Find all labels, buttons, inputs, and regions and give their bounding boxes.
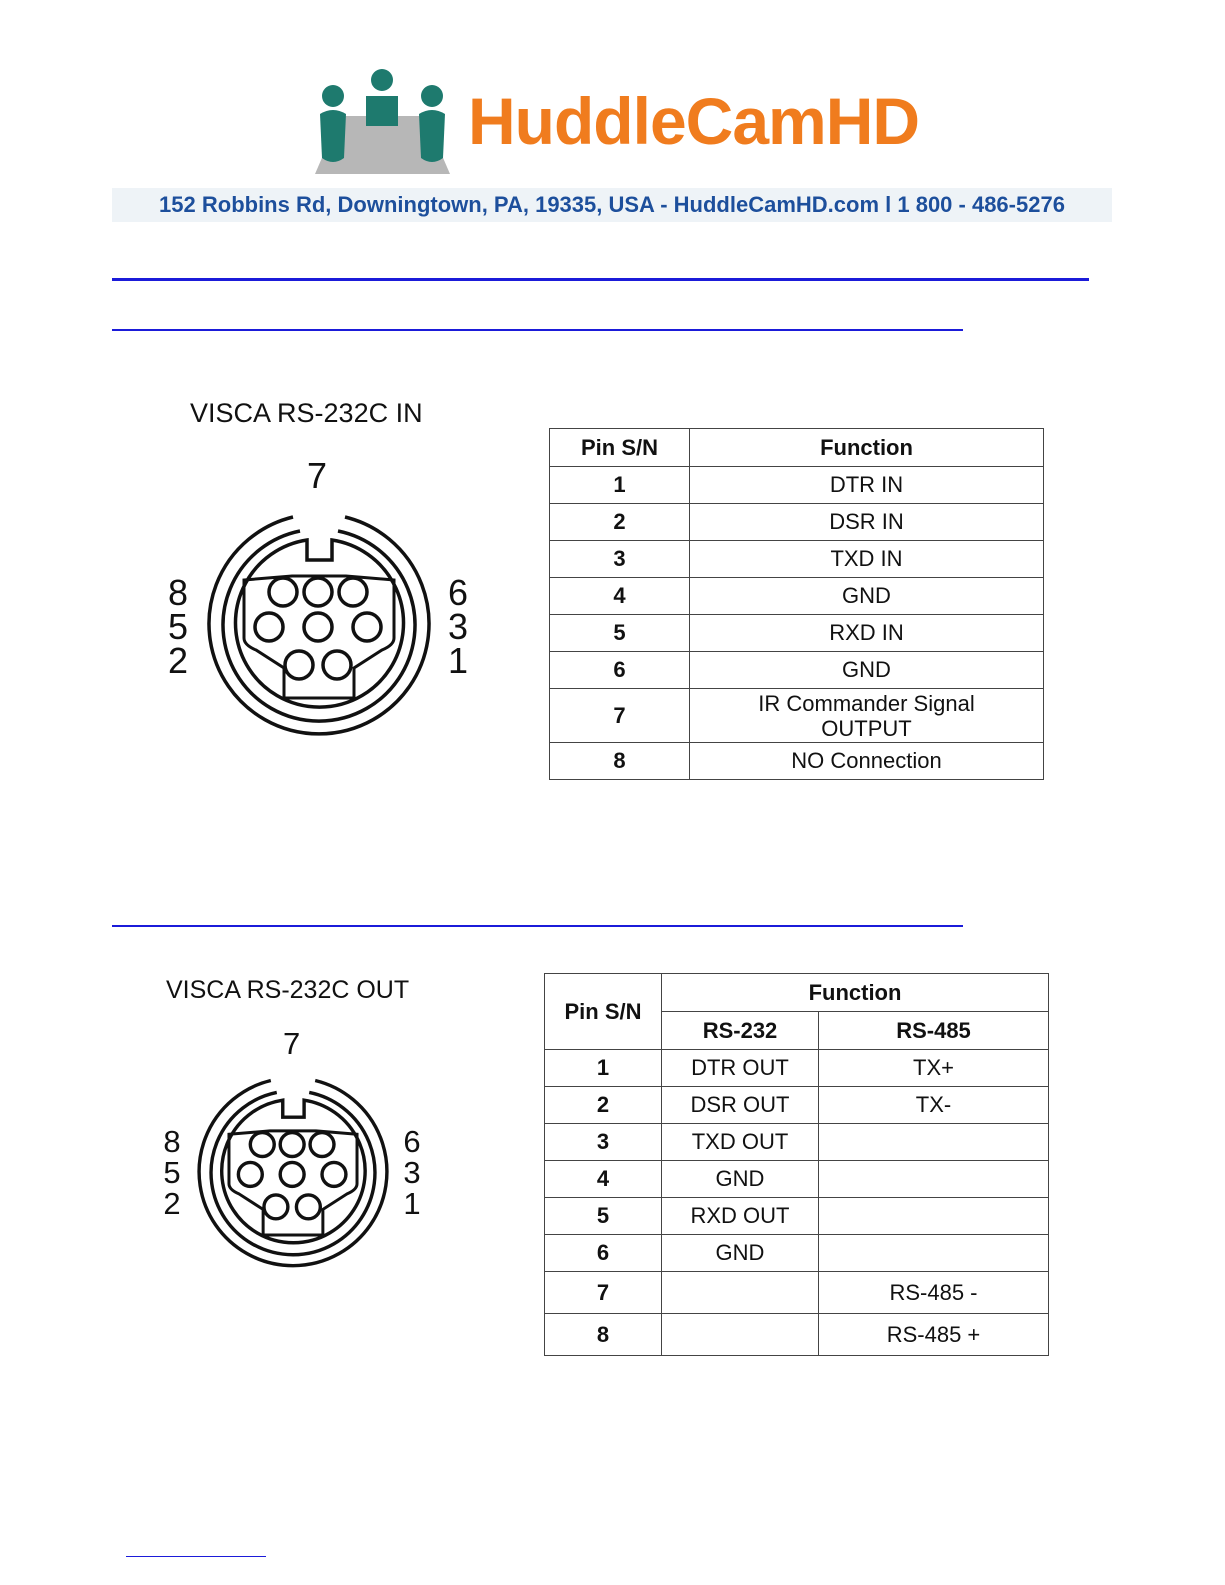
pin-cell: 8: [550, 743, 690, 780]
pin-cell: 3: [545, 1124, 662, 1161]
table-header: Pin S/N: [550, 429, 690, 467]
table-header: Function: [662, 974, 1049, 1012]
table-row: [550, 652, 1044, 689]
pin-cell: 5: [550, 615, 690, 652]
rs485-cell: [819, 1235, 1049, 1272]
logo-wordmark: HuddleCamHD: [468, 84, 920, 158]
section-divider: [112, 925, 963, 927]
diagram-title-out: VISCA RS-232C OUT: [166, 976, 410, 1004]
pin-labels-left: [163, 572, 193, 681]
diagram-title-in: VISCA RS-232C IN: [190, 398, 423, 428]
rs485-cell: RS-485 +: [819, 1314, 1049, 1356]
function-cell: TXD IN: [690, 541, 1044, 578]
pin-cell: 7: [545, 1272, 662, 1314]
rs232-cell: GND: [662, 1161, 819, 1198]
pin-cell: 2: [550, 504, 690, 541]
function-cell: GND: [690, 578, 1044, 615]
rs232-cell: RXD OUT: [662, 1198, 819, 1235]
pin-label: 2: [167, 640, 189, 681]
pin-labels-left: [158, 1126, 186, 1219]
pin-cell: 1: [550, 467, 690, 504]
rs232-cell: [662, 1272, 819, 1314]
function-cell: GND: [690, 652, 1044, 689]
pin-label: 5: [163, 1155, 181, 1190]
table-row: [550, 615, 1044, 652]
rs485-cell: [819, 1161, 1049, 1198]
rs232-cell: TXD OUT: [662, 1124, 819, 1161]
pin-label: 5: [167, 606, 189, 647]
pin-cell: 3: [550, 541, 690, 578]
table-row: [550, 467, 1044, 504]
rs485-cell: RS-485 -: [819, 1272, 1049, 1314]
company-address: 152 Robbins Rd, Downingtown, PA, 19335, USA - HuddleCamHD.com l 1 800 - 486-5276: [112, 188, 1112, 222]
pin-label-top: 7: [283, 1026, 301, 1061]
pin-label: 3: [403, 1155, 421, 1190]
table-header: Function: [690, 429, 1044, 467]
pin-cell: 7: [550, 689, 690, 743]
table-row: [545, 1314, 1049, 1356]
table-row: [550, 541, 1044, 578]
pin-label: 1: [447, 640, 469, 681]
pin-cell: 1: [545, 1050, 662, 1087]
table-row: [545, 1124, 1049, 1161]
table-row: [550, 504, 1044, 541]
pin-cell: 5: [545, 1198, 662, 1235]
table-row: [545, 1235, 1049, 1272]
section-divider: [112, 329, 963, 331]
pin-label: 3: [447, 606, 469, 647]
function-cell: DSR IN: [690, 504, 1044, 541]
table-row: [550, 743, 1044, 780]
table-row: [545, 1198, 1049, 1235]
function-cell: DTR IN: [690, 467, 1044, 504]
function-cell: IR Commander Signal OUTPUT: [690, 689, 1044, 743]
function-cell: NO Connection: [690, 743, 1044, 780]
pin-cell: 8: [545, 1314, 662, 1356]
table-header: Pin S/N: [545, 974, 662, 1050]
pin-label: 6: [447, 572, 469, 613]
pin-label: 6: [403, 1124, 421, 1159]
function-cell: RXD IN: [690, 615, 1044, 652]
mini-din-connector-icon: [188, 1066, 398, 1276]
pin-cell: 6: [550, 652, 690, 689]
table-row: [550, 578, 1044, 615]
pin-label: 1: [403, 1186, 421, 1221]
logo-people-icon: [300, 66, 465, 176]
rs485-cell: [819, 1198, 1049, 1235]
pin-cell: 6: [545, 1235, 662, 1272]
rs232-cell: GND: [662, 1235, 819, 1272]
footer-divider: [126, 1556, 266, 1557]
mini-din-connector-icon: [196, 500, 442, 746]
pin-label-top: 7: [307, 455, 328, 496]
table-header: RS-485: [819, 1012, 1049, 1050]
pin-labels-right: [398, 1126, 426, 1219]
table-row: [545, 1272, 1049, 1314]
pin-label: 8: [167, 572, 189, 613]
rs232-cell: [662, 1314, 819, 1356]
pin-cell: 4: [550, 578, 690, 615]
pin-labels-right: [443, 572, 473, 681]
table-row: [550, 689, 1044, 743]
table-row: [545, 1050, 1049, 1087]
rs485-cell: TX-: [819, 1087, 1049, 1124]
rs485-cell: TX+: [819, 1050, 1049, 1087]
section-divider: [112, 278, 1089, 281]
pin-label: 2: [163, 1186, 181, 1221]
pin-cell: 2: [545, 1087, 662, 1124]
rs232-cell: DTR OUT: [662, 1050, 819, 1087]
table-header: RS-232: [662, 1012, 819, 1050]
pinout-table-in: [549, 428, 1044, 780]
rs485-cell: [819, 1124, 1049, 1161]
pin-cell: 4: [545, 1161, 662, 1198]
rs232-cell: DSR OUT: [662, 1087, 819, 1124]
table-row: [545, 1087, 1049, 1124]
table-row: [545, 1161, 1049, 1198]
pinout-table-out: [544, 973, 1049, 1356]
pin-label: 8: [163, 1124, 181, 1159]
